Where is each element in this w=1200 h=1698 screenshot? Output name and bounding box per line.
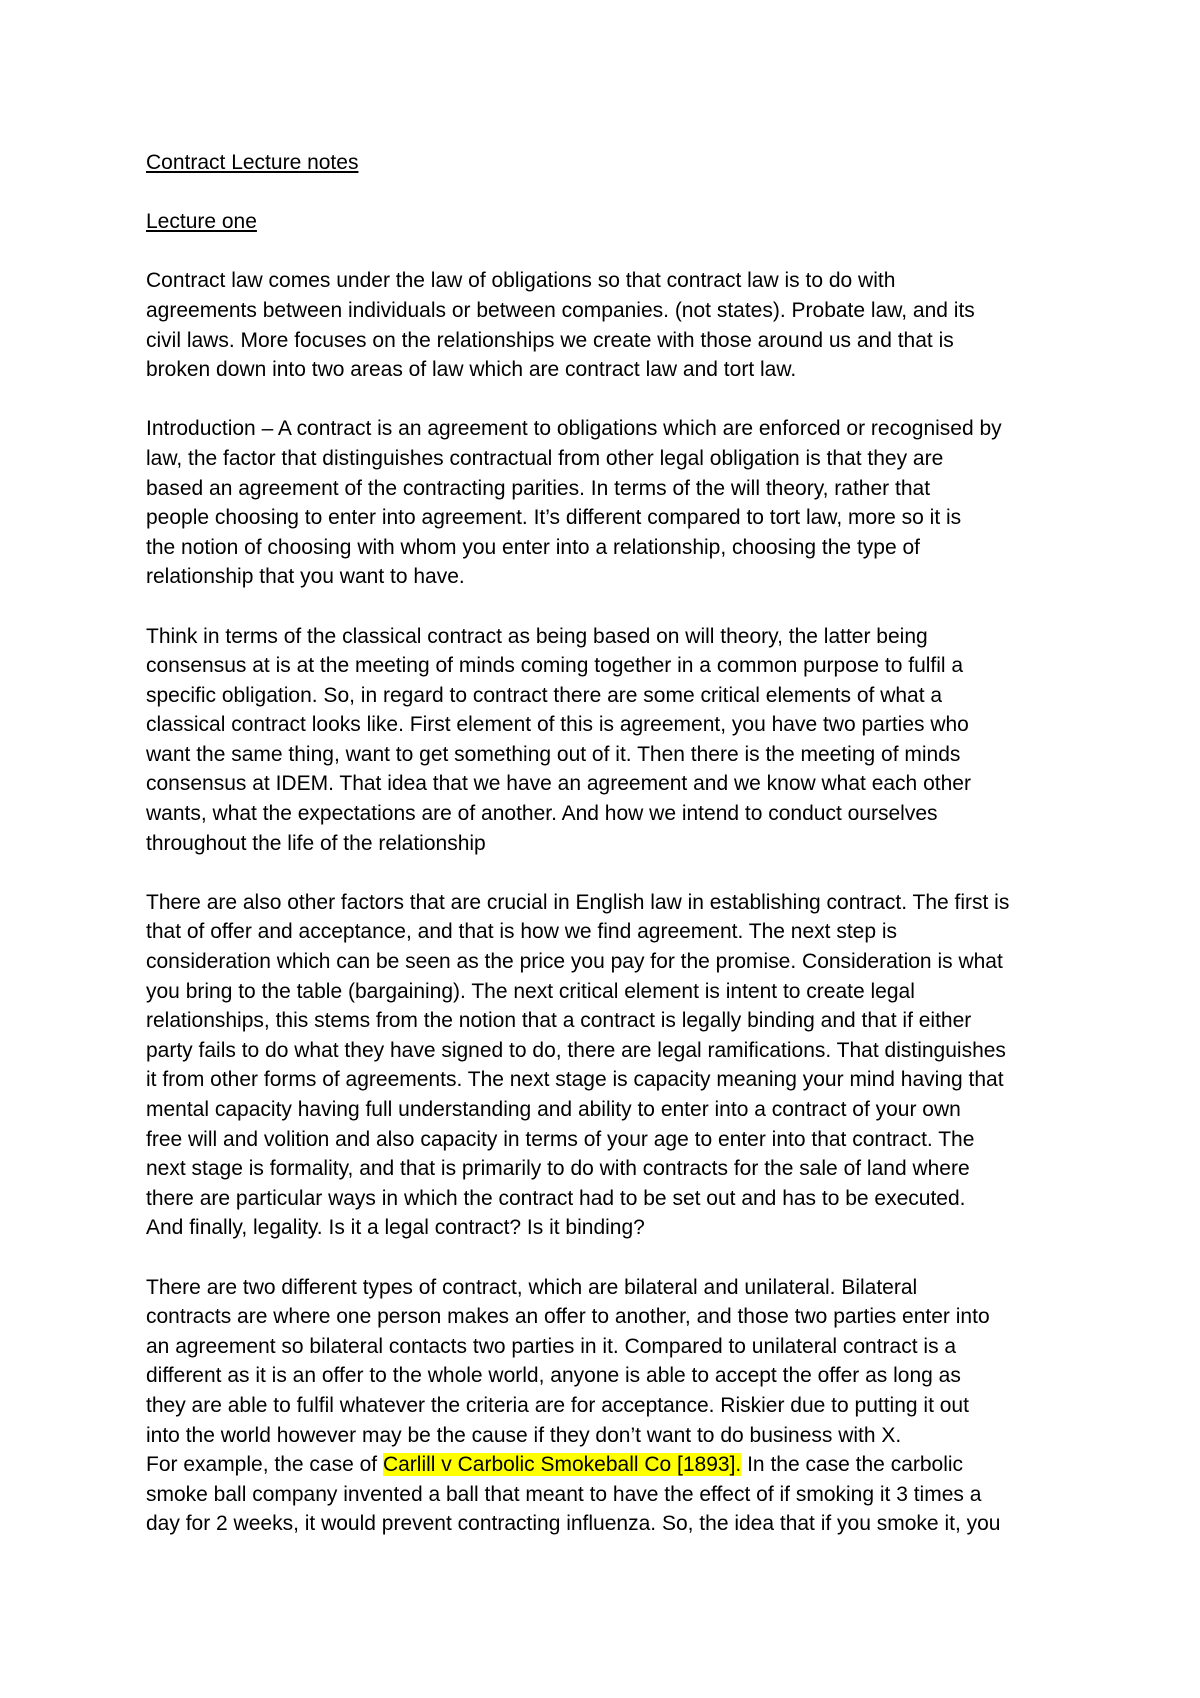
text-line: it from other forms of agreements. The next stage is capacity meaning your mind having that — [146, 1068, 1004, 1092]
paragraph-introduction — [146, 414, 1076, 592]
document-body — [146, 148, 1076, 1539]
text-line: different as it is an offer to the whole world, anyone is able to accept the offer as long as — [146, 1364, 961, 1388]
text-line: broken down into two areas of law which are contract law and tort law. — [146, 358, 797, 382]
text-line: contracts are where one person makes an offer to another, and those two parties enter into — [146, 1305, 990, 1329]
text-line: civil laws. More focuses on the relationships we create with those around us and that is — [146, 328, 954, 352]
paragraph-obligations — [146, 266, 1076, 384]
text-line: There are two different types of contract, which are bilateral and unilateral. Bilateral — [146, 1275, 918, 1299]
text-line: agreements between individuals or between companies. (not states). Probate law, and its — [146, 298, 975, 322]
text-line: throughout the life of the relationship — [146, 831, 486, 855]
paragraph-contract-types — [146, 1273, 1076, 1451]
paragraph-classical-contract — [146, 622, 1076, 859]
text-line: mental capacity having full understanding and ability to enter into a contract of your own — [146, 1098, 961, 1121]
text-line: there are particular ways in which the contract had to be set out and has to be executed. — [146, 1186, 966, 1210]
document-title: Contract Lecture notes — [146, 151, 359, 174]
text-line: Introduction – A contract is an agreement to obligations which are enforced or recognised by — [146, 417, 1002, 441]
text-line: relationships, this stems from the notion that a contract is legally binding and that if either — [146, 1009, 972, 1033]
paragraph-example — [146, 1450, 1076, 1539]
text-line: that of offer and acceptance, and that is how we find agreement. The next step is — [146, 920, 898, 944]
text-line: wants, what the expectations are of another. And how we intend to conduct ourselves — [146, 802, 938, 826]
text-line: an agreement so bilateral contacts two parties in it. Compared to unilateral contract is a — [146, 1334, 957, 1358]
text-line: There are also other factors that are crucial in English law in establishing contract. The first is — [146, 890, 1010, 914]
text-line: the notion of choosing with whom you enter into a relationship, choosing the type of — [146, 535, 920, 559]
text-line — [146, 1450, 1076, 1480]
text-line: people choosing to enter into agreement. It’s different compared to tort law, more so it is — [146, 506, 962, 530]
text-line: you bring to the table (bargaining). The next critical element is intent to create legal — [146, 979, 915, 1003]
text-line: based an agreement of the contracting parities. In terms of the will theory, rather that — [146, 476, 931, 500]
highlighted-case-citation: Carlill v Carbolic Smokeball Co [1893]. — [382, 1453, 742, 1477]
text-line: Contract law comes under the law of obligations so that contract law is to do with — [146, 269, 896, 293]
text-line: And finally, legality. Is it a legal contract? Is it binding? — [146, 1216, 645, 1240]
text-line: relationship that you want to have. — [146, 565, 465, 589]
text-line: law, the factor that distinguishes contractual from other legal obligation is that they are — [146, 446, 944, 470]
text-line: Think in terms of the classical contract as being based on will theory, the latter being — [146, 624, 928, 648]
text-line: next stage is formality, and that is primarily to do with contracts for the sale of land where — [146, 1157, 970, 1181]
text-line: free will and volition and also capacity in terms of your age to enter into that contract. The — [146, 1127, 975, 1151]
text-line: consensus at IDEM. That idea that we have an agreement and we know what each other — [146, 772, 971, 796]
text-line: they are able to fulfil whatever the criteria are for acceptance. Riskier due to putting it out — [146, 1393, 969, 1417]
text-line: consensus at is at the meeting of minds coming together in a common purpose to fulfil a — [146, 654, 964, 678]
text-line: consideration which can be seen as the price you pay for the promise. Consideration is what — [146, 950, 1003, 974]
text-line: party fails to do what they have signed to do, there are legal ramifications. That distinguishes — [146, 1038, 1006, 1062]
text-line: into the world however may be the cause if they don’t want to do business with X. — [146, 1423, 902, 1447]
lecture-heading: Lecture one — [146, 210, 257, 234]
paragraph-other-factors — [146, 888, 1076, 1243]
example-intro: For example, the case of — [146, 1453, 383, 1477]
text-line: smoke ball company invented a ball that meant to have the effect of if smoking it 3 times a — [146, 1482, 982, 1506]
text-line: want the same thing, want to get something out of it. Then there is the meeting of minds — [146, 742, 961, 766]
text-line: day for 2 weeks, it would prevent contracting influenza. So, the idea that if you smoke it, you — [146, 1512, 1001, 1536]
example-continuation: In the case the carbolic — [741, 1453, 964, 1477]
text-line: specific obligation. So, in regard to contract there are some critical elements of what a — [146, 683, 943, 707]
text-line: classical contract looks like. First element of this is agreement, you have two parties who — [146, 713, 969, 737]
